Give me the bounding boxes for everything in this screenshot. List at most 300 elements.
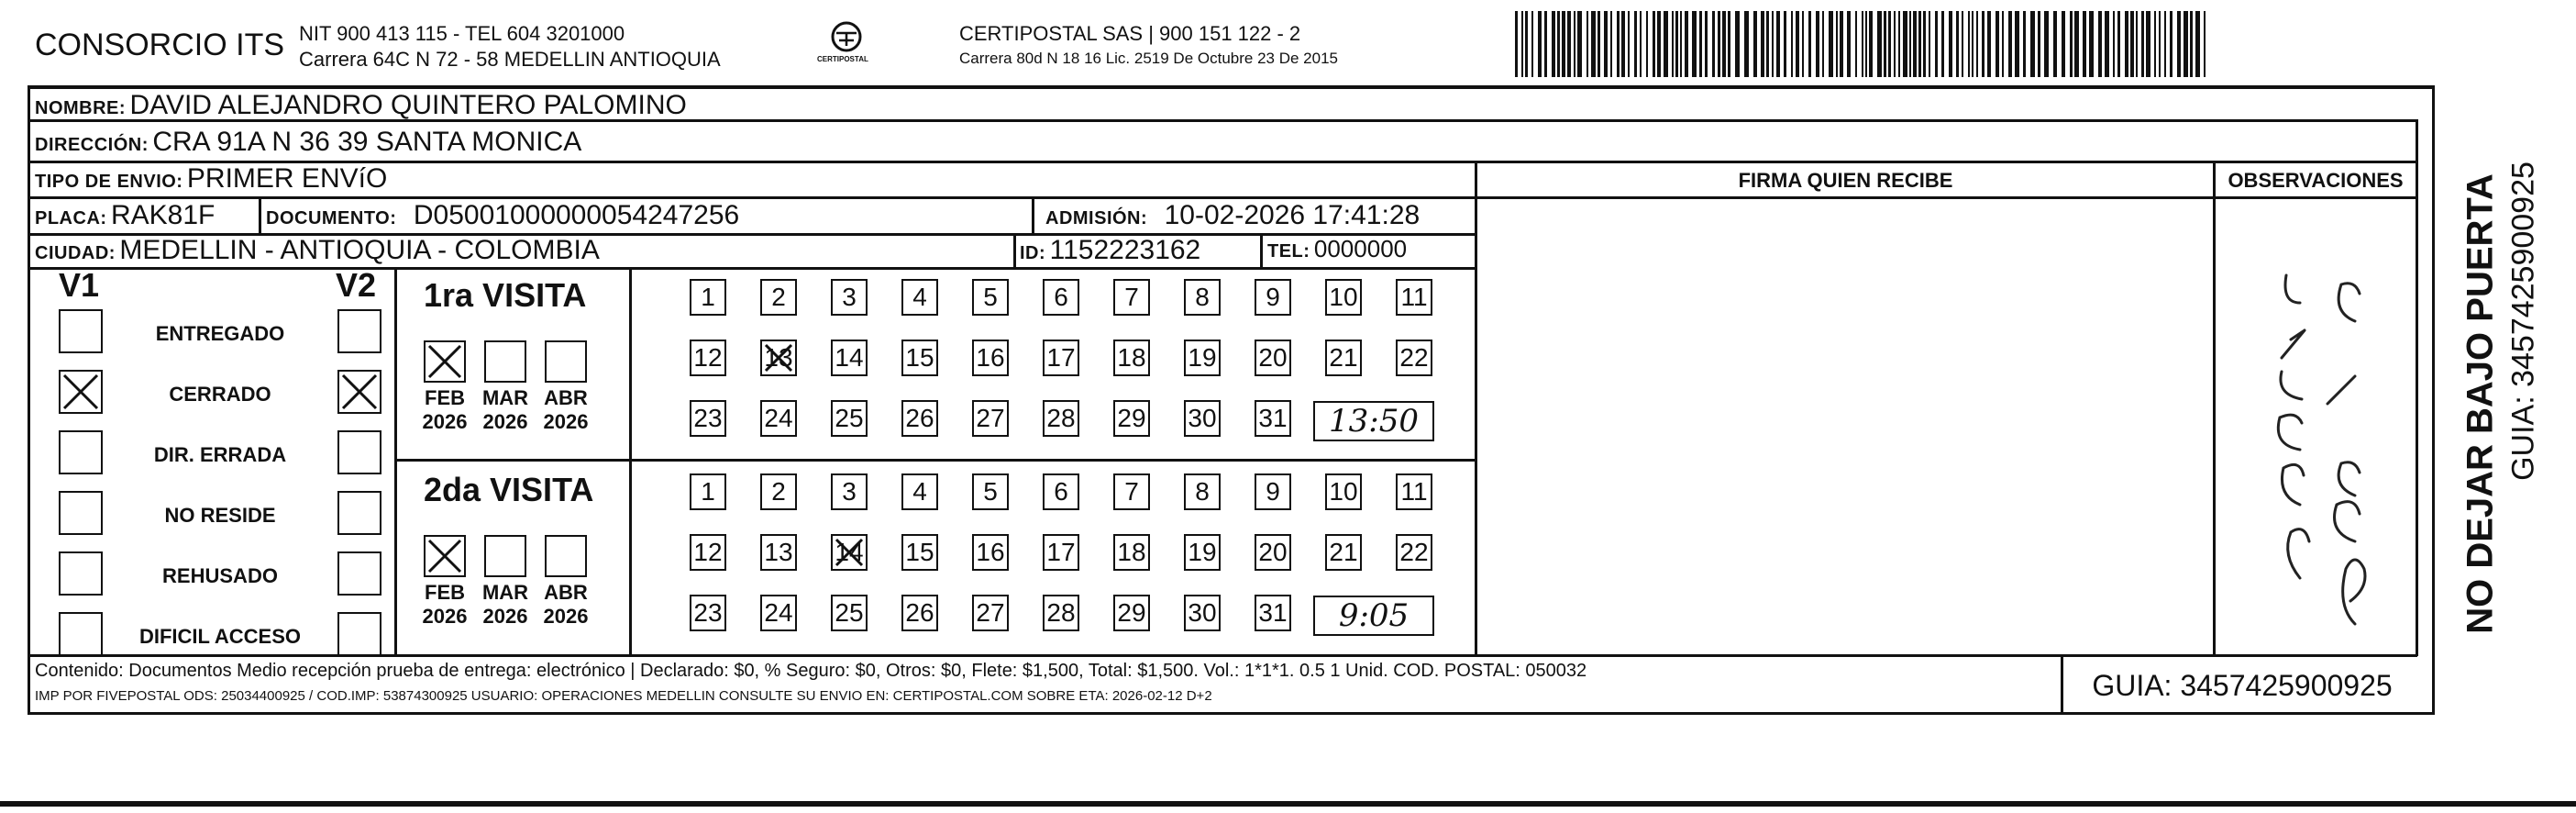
day-number: 28 <box>1046 598 1076 627</box>
barcode-bar <box>1913 11 1917 77</box>
day-number: 5 <box>983 283 998 311</box>
status-option-label: REHUSADO <box>162 564 278 587</box>
barcode-bar <box>1888 11 1891 77</box>
barcode-bar <box>2105 11 2109 77</box>
barcode-bar <box>1816 11 1819 77</box>
month-checkbox[interactable] <box>484 535 526 577</box>
barcode-bar <box>1672 11 1674 77</box>
day-box[interactable] <box>1043 473 1079 510</box>
day-box[interactable] <box>901 595 938 631</box>
day-number: 4 <box>912 477 927 506</box>
barcode-bar <box>2125 11 2128 77</box>
day-number: 17 <box>1046 343 1076 372</box>
placa-value: RAK81F <box>111 200 216 230</box>
visit-title: 2da VISITA <box>424 471 594 508</box>
month-name: FEB <box>425 581 465 604</box>
barcode-bar <box>1712 11 1715 77</box>
barcode-bar <box>1776 11 1780 77</box>
tipo-row <box>35 163 387 195</box>
barcode-bar <box>2146 11 2150 77</box>
day-box[interactable] <box>1043 534 1079 571</box>
barcode-bar <box>1865 11 1867 77</box>
day-number: 14 <box>835 343 864 372</box>
v2-label: V2 <box>336 266 377 304</box>
day-box[interactable] <box>972 340 1009 376</box>
day-box[interactable] <box>760 595 797 631</box>
firma-left-border <box>1475 161 1477 656</box>
id-row <box>1020 235 1200 266</box>
barcode-bar <box>1796 11 1799 77</box>
barcode-bar <box>1766 11 1769 77</box>
day-number: 23 <box>693 598 723 627</box>
barcode-bar <box>2098 11 2102 77</box>
day-number: 23 <box>693 404 723 432</box>
day-number: 25 <box>835 404 864 432</box>
barcode-bar <box>1699 11 1702 77</box>
day-box[interactable] <box>1113 400 1150 437</box>
day-box[interactable] <box>1043 279 1079 316</box>
barcode-bar <box>2015 11 2019 77</box>
day-number: 29 <box>1117 404 1146 432</box>
barcode-bar <box>1664 11 1668 77</box>
barcode-bar <box>1784 11 1786 77</box>
obs-left-border <box>2213 161 2216 656</box>
day-number: 14 <box>835 538 864 566</box>
month-checkbox[interactable] <box>424 535 466 577</box>
day-box[interactable] <box>690 400 726 437</box>
day-number: 20 <box>1258 343 1288 372</box>
day-box[interactable] <box>1255 534 1291 571</box>
day-box[interactable] <box>1113 279 1150 316</box>
carrier-name: CERTIPOSTAL SAS | 900 151 122 - 2 <box>959 22 1301 45</box>
day-number: 9 <box>1266 477 1280 506</box>
day-number: 22 <box>1399 538 1429 566</box>
day-box[interactable] <box>690 279 726 316</box>
day-box[interactable] <box>901 340 938 376</box>
day-box[interactable] <box>760 473 797 510</box>
day-number: 16 <box>976 538 1005 566</box>
month-year: 2026 <box>543 410 589 433</box>
month-label <box>538 581 593 629</box>
direccion-value: CRA 91A N 36 39 SANTA MONICA <box>152 127 582 157</box>
v1-label: V1 <box>59 266 100 304</box>
day-number: 1 <box>701 283 715 311</box>
logo-text: CERTIPOSTAL <box>817 55 868 63</box>
status-option-label: NO RESIDE <box>164 504 276 527</box>
barcode-bar <box>1728 11 1730 77</box>
day-box[interactable] <box>1255 595 1291 631</box>
row-sep <box>28 196 2417 199</box>
barcode-bar <box>1705 11 1708 77</box>
v2-checkbox[interactable] <box>337 551 381 596</box>
barcode-bar <box>2190 11 2193 77</box>
day-number: 27 <box>976 404 1005 432</box>
visit-time-field[interactable]: 13:50 <box>1313 401 1434 441</box>
documento-row <box>266 200 739 231</box>
v2-checkbox[interactable] <box>337 370 381 414</box>
day-box[interactable] <box>690 534 726 571</box>
ciudad-label: CIUDAD: <box>35 243 116 263</box>
barcode-bar <box>2195 11 2200 77</box>
nombre-label: NOMBRE: <box>35 98 127 118</box>
day-box[interactable] <box>972 279 1009 316</box>
day-box[interactable] <box>1255 473 1291 510</box>
day-box[interactable] <box>972 595 1009 631</box>
barcode-bar <box>2070 11 2073 77</box>
check-mark-icon <box>762 341 795 374</box>
day-box[interactable] <box>972 400 1009 437</box>
day-box[interactable] <box>1325 340 1362 376</box>
day-box[interactable] <box>1043 340 1079 376</box>
v2-checkbox[interactable] <box>337 612 381 656</box>
day-box[interactable] <box>760 340 797 376</box>
v1-checkbox[interactable] <box>59 309 103 353</box>
obs-right-border <box>2416 119 2418 656</box>
month-checkbox[interactable] <box>424 340 466 383</box>
v2-checkbox[interactable] <box>337 309 381 353</box>
month-name: ABR <box>544 581 588 604</box>
documento-value: D05001000000054247256 <box>413 200 740 230</box>
day-number: 30 <box>1188 404 1217 432</box>
day-box[interactable] <box>831 595 868 631</box>
barcode-bar <box>2083 11 2086 77</box>
admision-row <box>1045 200 1420 231</box>
barcode-bar <box>1840 11 1843 77</box>
day-number: 7 <box>1124 477 1139 506</box>
day-box[interactable] <box>901 400 938 437</box>
observaciones-handwriting <box>2217 202 2414 652</box>
tipo-label: TIPO DE ENVIO: <box>35 172 183 192</box>
barcode-bar <box>1949 11 1952 77</box>
barcode-bar <box>1574 11 1575 77</box>
day-box[interactable] <box>1113 340 1150 376</box>
day-number: 31 <box>1258 598 1288 627</box>
day-number: 21 <box>1329 343 1358 372</box>
barcode-bar <box>2117 11 2120 77</box>
v1-checkbox[interactable] <box>59 430 103 474</box>
day-box[interactable] <box>1184 279 1221 316</box>
day-box[interactable] <box>1184 400 1221 437</box>
day-number: 10 <box>1329 283 1358 311</box>
barcode-bar <box>1685 11 1688 77</box>
id-label: ID: <box>1020 243 1046 263</box>
tipo-value: PRIMER ENVíO <box>186 163 388 194</box>
month-checkbox[interactable] <box>484 340 526 383</box>
barcode-bar <box>1718 11 1720 77</box>
day-box[interactable] <box>1184 473 1221 510</box>
visit-title: 1ra VISITA <box>424 276 587 314</box>
barcode-bar <box>2130 11 2134 77</box>
day-box[interactable] <box>1396 279 1432 316</box>
month-name: ABR <box>544 386 588 409</box>
day-number: 5 <box>983 477 998 506</box>
day-number: 19 <box>1188 343 1217 372</box>
barcode-bar <box>1657 11 1661 77</box>
barcode-bar <box>2053 11 2057 77</box>
barcode-bar <box>1538 11 1542 77</box>
cell-sep <box>2061 654 2063 714</box>
day-number: 31 <box>1258 404 1288 432</box>
frame-bottom <box>28 712 2435 715</box>
barcode-bar <box>1562 11 1565 77</box>
day-number: 30 <box>1188 598 1217 627</box>
barcode-bar <box>1968 11 1970 77</box>
month-checkbox[interactable] <box>545 535 587 577</box>
barcode-bar <box>2002 11 2004 77</box>
barcode-bar <box>2113 11 2115 77</box>
day-box[interactable] <box>1113 595 1150 631</box>
barcode-bar <box>1855 11 1857 77</box>
barcode-bar <box>1653 11 1655 77</box>
check-mark-icon <box>833 536 866 569</box>
status-option-label: CERRADO <box>169 383 271 406</box>
day-number: 29 <box>1117 598 1146 627</box>
day-box[interactable] <box>1113 473 1150 510</box>
barcode-bar <box>2159 11 2161 77</box>
barcode-bar <box>1884 11 1886 77</box>
day-box[interactable] <box>831 340 868 376</box>
visit-time-field[interactable]: 9:05 <box>1313 596 1434 636</box>
day-number: 26 <box>905 404 934 432</box>
day-box[interactable] <box>831 400 868 437</box>
day-mark <box>762 341 795 381</box>
day-number: 10 <box>1329 477 1358 506</box>
ciudad-row <box>35 235 600 266</box>
barcode-bar <box>2204 11 2206 77</box>
footer-imp: IMP POR FIVEPOSTAL ODS: 25034400925 / COD.IMP: 53874300925 USUARIO: OPERACIONES MEDELLIN CONSULTE SU ENVIO EN: CERTIPOSTAL.COM SOBRE ETA: 2026-02-12 D+2 <box>35 688 1212 704</box>
side-guia: GUIA: 3457425900925 <box>2505 161 2541 481</box>
admision-value: 10-02-2026 17:41:28 <box>1164 200 1421 230</box>
barcode-bar <box>1552 11 1555 77</box>
barcode-bar <box>1735 11 1740 77</box>
barcode-bar <box>2062 11 2065 77</box>
v1-checkbox[interactable] <box>59 551 103 596</box>
day-box[interactable] <box>901 473 938 510</box>
barcode-bar <box>1567 11 1571 77</box>
barcode-bar <box>1836 11 1838 77</box>
day-number: 17 <box>1046 538 1076 566</box>
day-box[interactable] <box>1255 279 1291 316</box>
barcode-bar <box>1972 11 1973 77</box>
month-label <box>478 386 533 434</box>
v1-checkbox[interactable] <box>59 491 103 535</box>
day-box[interactable] <box>1184 595 1221 631</box>
ciudad-value: MEDELLIN - ANTIOQUIA - COLOMBIA <box>119 235 600 265</box>
company-address: Carrera 64C N 72 - 58 MEDELLIN ANTIOQUIA <box>299 48 721 71</box>
barcode-bar <box>1808 11 1811 77</box>
day-box[interactable] <box>760 279 797 316</box>
frame-left <box>28 85 30 714</box>
barcode-bar <box>1962 11 1963 77</box>
footer-contenido: Contenido: Documentos Medio recepción prueba de entrega: electrónico | Declarado: $0, % Seguro: $0, Otros: $0, Flete: $1,500, Total: $1,500. Vol.: 1*1*1. 0.5 1 Unid. COD. POSTAL: 050032 <box>35 661 1587 681</box>
check-mark-icon <box>61 372 101 412</box>
day-box[interactable] <box>760 534 797 571</box>
day-box[interactable] <box>690 473 726 510</box>
day-number: 19 <box>1188 538 1217 566</box>
barcode-bar <box>2074 11 2079 77</box>
cell-sep <box>1260 233 1263 267</box>
barcode-bar <box>2170 11 2172 77</box>
row-sep <box>28 267 1476 270</box>
barcode-bar <box>2044 11 2049 77</box>
barcode-bar <box>2177 11 2181 77</box>
barcode-bar <box>2030 11 2035 77</box>
day-number: 15 <box>905 343 934 372</box>
barcode-bar <box>2023 11 2026 77</box>
day-box[interactable] <box>1255 340 1291 376</box>
day-box[interactable] <box>901 534 938 571</box>
barcode-bar <box>1822 11 1824 77</box>
barcode-bar <box>1982 11 1985 77</box>
barcode-bar <box>1640 11 1642 77</box>
day-box[interactable] <box>690 340 726 376</box>
cut-line <box>0 801 2576 807</box>
barcode-bar <box>2089 11 2094 77</box>
day-box[interactable] <box>831 279 868 316</box>
barcode-bar <box>1847 11 1851 77</box>
day-number: 16 <box>976 343 1005 372</box>
day-box[interactable] <box>1184 340 1221 376</box>
day-mark <box>833 536 866 575</box>
day-box[interactable] <box>1396 473 1432 510</box>
barcode-bar <box>1621 11 1625 77</box>
placa-label: PLACA: <box>35 208 107 228</box>
day-box[interactable] <box>1325 473 1362 510</box>
month-checkbox[interactable] <box>545 340 587 383</box>
observaciones-label: OBSERVACIONES <box>2228 169 2404 192</box>
v1-checkbox[interactable] <box>59 612 103 656</box>
barcode-bar <box>2038 11 2040 77</box>
barcode-bar <box>1929 11 1930 77</box>
barcode-bar <box>1628 11 1630 77</box>
nombre-row <box>35 90 687 121</box>
barcode-bar <box>1521 11 1523 77</box>
day-box[interactable] <box>1043 400 1079 437</box>
barcode-bar <box>1531 11 1533 77</box>
day-number: 15 <box>905 538 934 566</box>
barcode-bar <box>2136 11 2138 77</box>
barcode-bar <box>1862 11 1863 77</box>
day-number: 3 <box>842 283 857 311</box>
barcode-bar <box>1935 11 1938 77</box>
day-box[interactable] <box>831 473 868 510</box>
day-box[interactable] <box>1113 534 1150 571</box>
status-option-label: ENTREGADO <box>155 322 285 345</box>
day-number: 6 <box>1054 283 1068 311</box>
tel-row <box>1267 235 1407 263</box>
barcode-bar <box>1591 11 1596 77</box>
day-box[interactable] <box>1396 340 1432 376</box>
barcode-bar <box>1544 11 1547 77</box>
footer-guia: GUIA: 3457425900925 <box>2092 669 2393 702</box>
day-number: 18 <box>1117 343 1146 372</box>
day-number: 3 <box>842 477 857 506</box>
month-label <box>417 386 472 434</box>
month-year: 2026 <box>422 605 468 628</box>
month-year: 2026 <box>482 410 528 433</box>
day-number: 25 <box>835 598 864 627</box>
barcode-bar <box>1829 11 1833 77</box>
footer-sep <box>28 654 2417 657</box>
day-box[interactable] <box>1043 595 1079 631</box>
barcode-bar <box>1923 11 1926 77</box>
side-warning: NO DEJAR BAJO PUERTA <box>2460 173 2501 634</box>
v1-checkbox[interactable] <box>59 370 103 414</box>
barcode-bar <box>1598 11 1600 77</box>
visit-sep <box>394 459 1476 462</box>
day-box[interactable] <box>1184 534 1221 571</box>
barcode-bar <box>1680 11 1682 77</box>
day-number: 27 <box>976 598 1005 627</box>
id-value: 1152223162 <box>1049 235 1201 265</box>
day-box[interactable] <box>1255 400 1291 437</box>
day-number: 1 <box>701 477 715 506</box>
documento-label: DOCUMENTO: <box>266 208 397 228</box>
day-box[interactable] <box>1325 534 1362 571</box>
month-label <box>417 581 472 629</box>
barcode-bar <box>1909 11 1911 77</box>
barcode <box>1515 11 2212 77</box>
company-name: CONSORCIO ITS <box>35 28 285 62</box>
v2-checkbox[interactable] <box>337 430 381 474</box>
barcode-bar <box>1515 11 1518 77</box>
frame-top <box>28 85 2435 89</box>
barcode-bar <box>1610 11 1612 77</box>
day-number: 20 <box>1258 538 1288 566</box>
barcode-bar <box>1744 11 1749 77</box>
day-box[interactable] <box>760 400 797 437</box>
day-number: 4 <box>912 283 927 311</box>
barcode-bar <box>1869 11 1873 77</box>
day-box[interactable] <box>972 473 1009 510</box>
v2-checkbox[interactable] <box>337 491 381 535</box>
day-number: 12 <box>693 538 723 566</box>
barcode-bar <box>1557 11 1560 77</box>
barcode-bar <box>2154 11 2156 77</box>
cell-sep <box>259 196 261 233</box>
check-mark-icon <box>426 342 464 381</box>
month-label <box>538 386 593 434</box>
barcode-bar <box>1941 11 1944 77</box>
barcode-bar <box>1761 11 1764 77</box>
month-name: MAR <box>481 386 529 409</box>
month-name: FEB <box>425 386 465 409</box>
barcode-bar <box>1791 11 1793 77</box>
day-box[interactable] <box>690 595 726 631</box>
barcode-bar <box>1898 11 1900 77</box>
day-box[interactable] <box>1325 279 1362 316</box>
barcode-bar <box>1956 11 1959 77</box>
barcode-bar <box>1903 11 1907 77</box>
day-number: 24 <box>764 404 793 432</box>
day-number: 2 <box>771 477 786 506</box>
barcode-bar <box>2141 11 2144 77</box>
day-number: 2 <box>771 283 786 311</box>
frame-right <box>2432 85 2435 714</box>
admision-label: ADMISIÓN: <box>1045 208 1148 228</box>
cell-sep <box>1013 233 1016 267</box>
barcode-bar <box>1753 11 1757 77</box>
certipostal-logo <box>819 20 874 66</box>
day-number: 9 <box>1266 283 1280 311</box>
barcode-bar <box>1577 11 1582 77</box>
day-box[interactable] <box>1396 534 1432 571</box>
day-number: 21 <box>1329 538 1358 566</box>
day-box[interactable] <box>972 534 1009 571</box>
day-box[interactable] <box>831 534 868 571</box>
day-box[interactable] <box>901 279 938 316</box>
tel-value: 0000000 <box>1313 235 1408 262</box>
